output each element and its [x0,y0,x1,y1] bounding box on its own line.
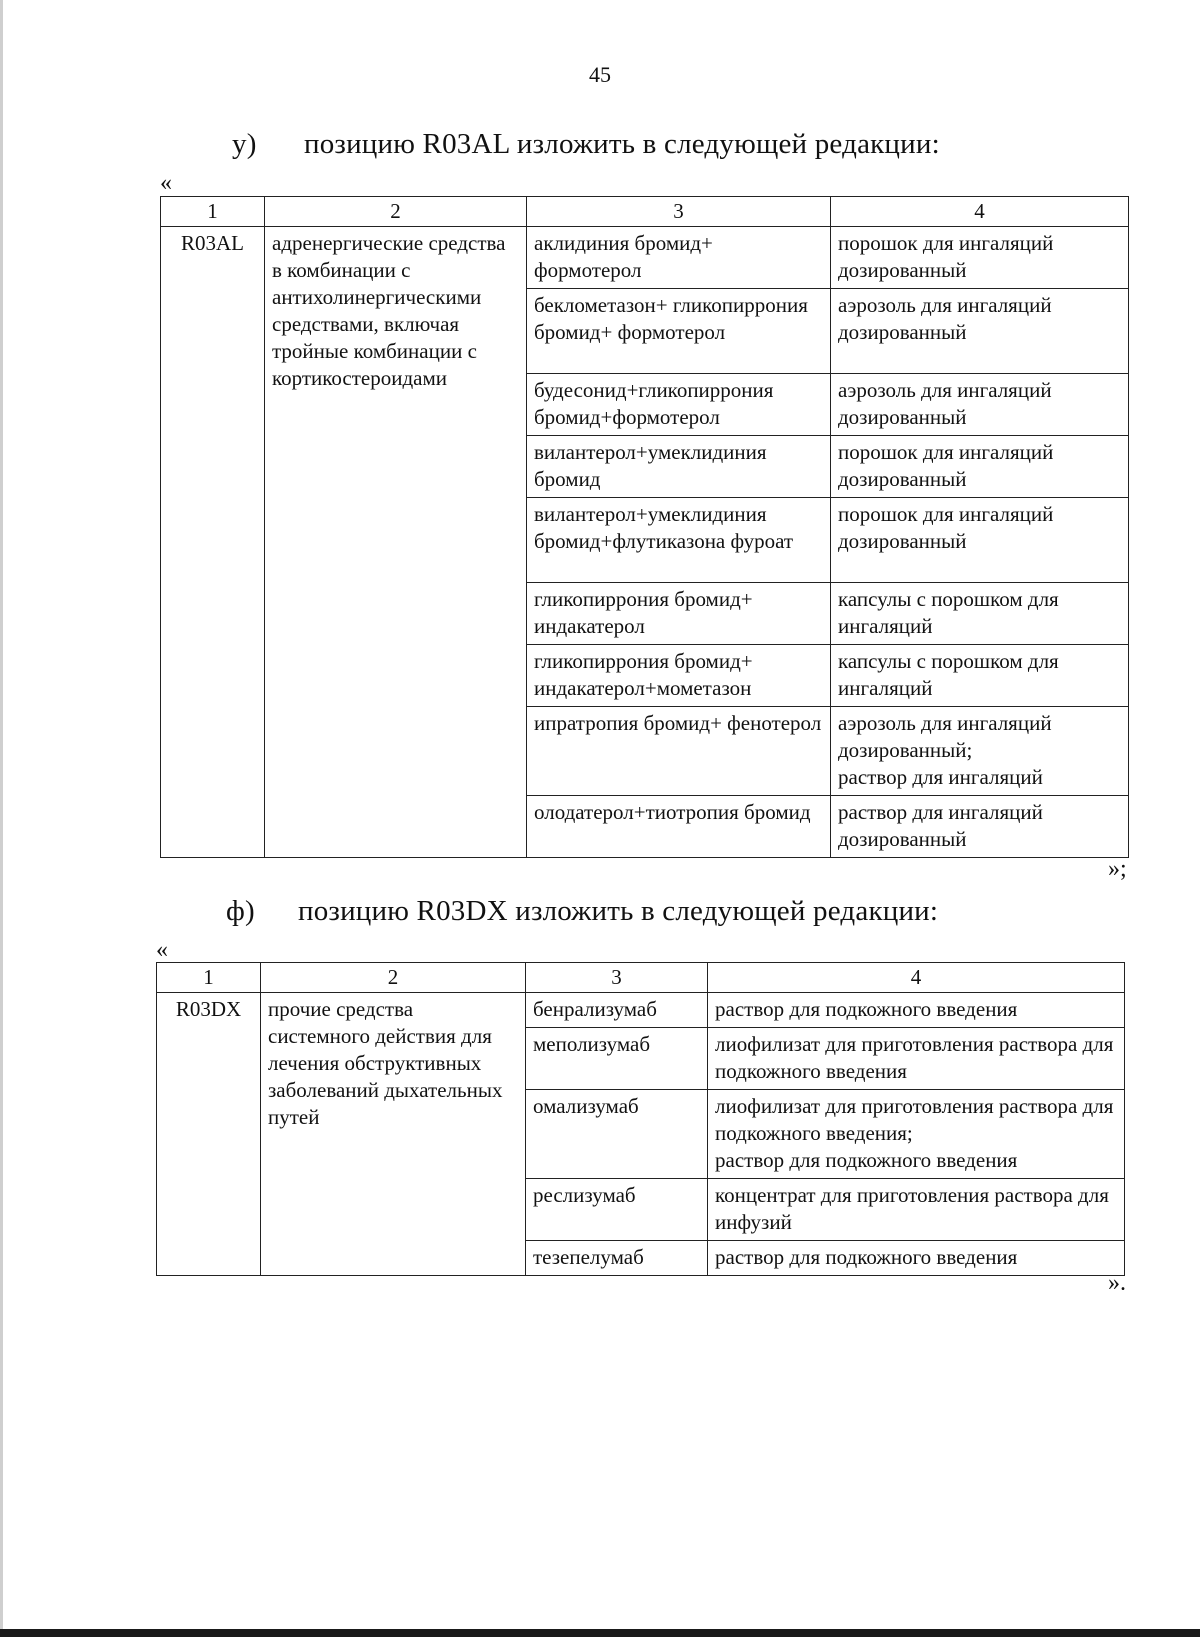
drug-name: вилантерол+умеклидиния бромид+флутиказона фуроат [527,498,831,583]
drug-name: реслизумаб [526,1179,708,1241]
group-name: адренергические средства в комбинации с антихолинергическими средствами, включая тройные комбинации с кортикостероидами [265,227,527,858]
drug-name: олодатерол+тиотропия бромид [527,796,831,858]
dosage-form-alt: раствор для подкожного введения [715,1148,1018,1172]
table-row [161,227,1129,289]
drug-name: гликопиррония бромид+ индакатерол [527,583,831,645]
dosage-form: порошок для ингаляций дозированный [831,227,1129,289]
drug-name: меполизумаб [526,1028,708,1090]
dosage-form-cell [708,1090,1125,1179]
drug-name: вилантерол+умеклидиния бромид [527,436,831,498]
column-header: 2 [261,963,526,993]
drug-name: будесонид+гликопиррония бромид+формотерол [527,374,831,436]
section-f-title: позицию R03DX изложить в следующей редакции: [298,895,939,927]
table-header-row [157,963,1125,993]
drug-name: тезепелумаб [526,1241,708,1276]
dosage-form: капсулы с порошком для ингаляций [831,583,1129,645]
dosage-form: аэрозоль для ингаляций дозированный [831,289,1129,374]
section-f-heading [226,895,938,928]
dosage-form: порошок для ингаляций дозированный [831,498,1129,583]
drug-name: омализумаб [526,1090,708,1179]
dosage-form: концентрат для приготовления раствора для инфузий [708,1179,1125,1241]
scan-edge [0,0,3,1637]
section-f-quote-open: « [156,937,168,963]
column-header: 3 [527,197,831,227]
column-header: 1 [157,963,261,993]
section-u-quote-open: « [160,170,172,196]
drug-name: аклидиния бромид+ формотерол [527,227,831,289]
table-row [157,993,1125,1028]
drug-name: бенрализумаб [526,993,708,1028]
drug-name: гликопиррония бромид+ индакатерол+мометазон [527,645,831,707]
atc-code: R03DX [157,993,261,1276]
dosage-form: капсулы с порошком для ингаляций [831,645,1129,707]
scan-bottom-edge [0,1629,1200,1637]
table-header-row [161,197,1129,227]
column-header: 2 [265,197,527,227]
dosage-form: лиофилизат для приготовления раствора для подкожного введения; [715,1094,1114,1145]
table-r03al [160,196,1129,858]
dosage-form: раствор для подкожного введения [708,1241,1125,1276]
dosage-form-alt: раствор для ингаляций [838,765,1043,789]
section-f-letter: ф) [226,895,255,927]
column-header: 1 [161,197,265,227]
section-f-quote-close: ». [1108,1270,1126,1296]
drug-name: ипратропия бромид+ фенотерол [527,707,831,796]
dosage-form: порошок для ингаляций дозированный [831,436,1129,498]
dosage-form: аэрозоль для ингаляций дозированный [831,374,1129,436]
dosage-form: лиофилизат для приготовления раствора для подкожного введения [708,1028,1125,1090]
column-header: 4 [708,963,1125,993]
drug-name: беклометазон+ гликопиррония бромид+ формотерол [527,289,831,374]
column-header: 4 [831,197,1129,227]
dosage-form: раствор для подкожного введения [708,993,1125,1028]
page-number: 45 [589,62,611,87]
section-u-quote-close: »; [1108,856,1127,882]
group-name: прочие средства системного действия для лечения обструктивных заболеваний дыхательных путей [261,993,526,1276]
section-u-title: позицию R03AL изложить в следующей редакции: [304,128,940,160]
dosage-form-cell [831,707,1129,796]
atc-code: R03AL [161,227,265,858]
table-r03dx [156,962,1125,1276]
section-u-letter: у) [232,128,257,160]
dosage-form: аэрозоль для ингаляций дозированный; [838,711,1052,762]
column-header: 3 [526,963,708,993]
section-u-heading [232,128,940,161]
dosage-form: раствор для ингаляций дозированный [831,796,1129,858]
